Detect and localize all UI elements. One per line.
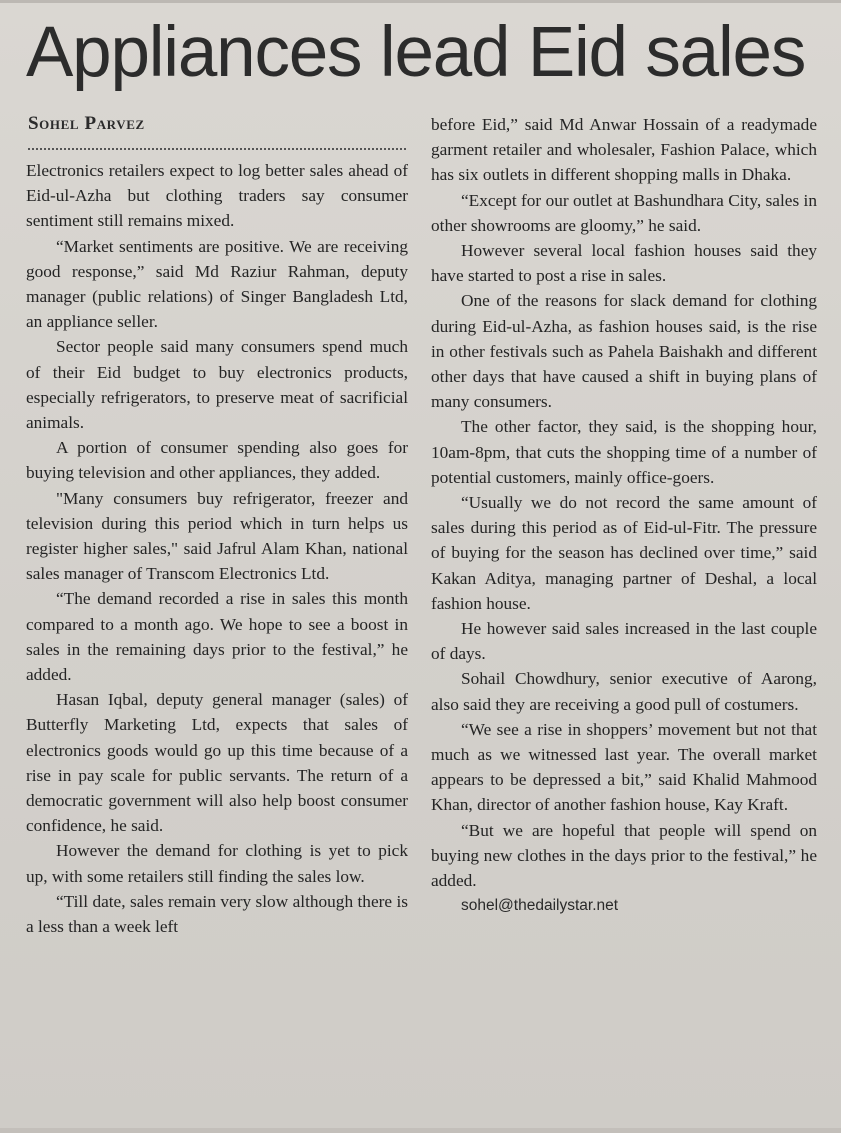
bottom-rule <box>0 1128 841 1133</box>
paragraph: However the demand for clothing is yet to pick up, with some retailers still finding the sales low. <box>26 841 408 886</box>
paragraph: “Usually we do not record the same amount of sales during this period as of Eid-ul-Fitr. The pressure of buying for the season has declined over time,” said Kakan Aditya, managing partner of Deshal, a local fashion house. <box>431 493 817 613</box>
paragraph-continuation: before Eid,” said Md Anwar Hossain of a readymade garment retailer and wholesaler, Fashion Palace, which has six outlets in different shopping malls in Dhaka. <box>431 115 817 185</box>
paragraph: However several local fashion houses said they have started to post a rise in sales. <box>431 241 817 286</box>
paragraph: Hasan Iqbal, deputy general manager (sales) of Butterfly Marketing Ltd, expects that sales of electronics goods would go up this time because of a rise in pay scale for public servants. The return of a democratic government will also help boost consumer confidence, he said. <box>26 690 408 836</box>
paragraph: Electronics retailers expect to log better sales ahead of Eid-ul-Azha but clothing traders say consumer sentiment still remains mixed. <box>26 161 408 231</box>
byline: Sohel Parvez <box>28 113 145 134</box>
paragraph: Sohail Chowdhury, senior executive of Aarong, also said they are receiving a good pull of costumers. <box>431 669 817 714</box>
author-email: sohel@thedailystar.net <box>461 897 619 915</box>
paragraph: “But we are hopeful that people will spend on buying new clothes in the days prior to the festival,” he added. <box>431 820 817 891</box>
paragraph: He however said sales increased in the last couple of days. <box>431 619 817 664</box>
paragraph: "Many consumers buy refrigerator, freezer and television during this period which in turn helps us register higher sales," said Jafrul Alam Khan, national sales manager of Transcom Electronics Ltd. <box>26 488 408 584</box>
paragraph: “Except for our outlet at Bashundhara City, sales in other showrooms are gloomy,” he said. <box>431 190 817 235</box>
right-column <box>431 112 817 919</box>
paragraph: “Till date, sales remain very slow although there is a less than a week left <box>26 891 408 937</box>
left-column <box>26 158 408 939</box>
byline-divider <box>28 148 406 150</box>
top-rule <box>0 0 841 3</box>
paragraph: “The demand recorded a rise in sales this month compared to a month ago. We hope to see a boost in sales in the remaining days prior to the festival,” he added. <box>26 589 408 685</box>
paragraph: One of the reasons for slack demand for clothing during Eid-ul-Azha, as fashion houses said, is the rise in other festivals such as Pahela Baishakh and different other days that have caused a shift in buying plans of many consumers. <box>431 291 817 412</box>
paragraph: A portion of consumer spending also goes for buying television and other appliances, they added. <box>26 438 408 483</box>
paragraph: The other factor, they said, is the shopping hour, 10am-8pm, that cuts the shopping time of a number of potential customers, mainly office-goers. <box>431 417 817 487</box>
paragraph: Sector people said many consumers spend much of their Eid budget to buy electronics products, especially refrigerators, to preserve meat of sacrificial animals. <box>26 337 408 433</box>
headline: Appliances lead Eid sales <box>26 13 806 92</box>
paragraph: “Market sentiments are positive. We are receiving good response,” said Md Raziur Rahman, deputy manager (public relations) of Singer Bangladesh Ltd, an appliance seller. <box>26 236 408 332</box>
paragraph: “We see a rise in shoppers’ movement but not that much as we witnessed last year. The overall market appears to be depressed a bit,” said Khalid Mahmood Khan, director of another fashion house, Kay Kraft. <box>431 719 817 815</box>
